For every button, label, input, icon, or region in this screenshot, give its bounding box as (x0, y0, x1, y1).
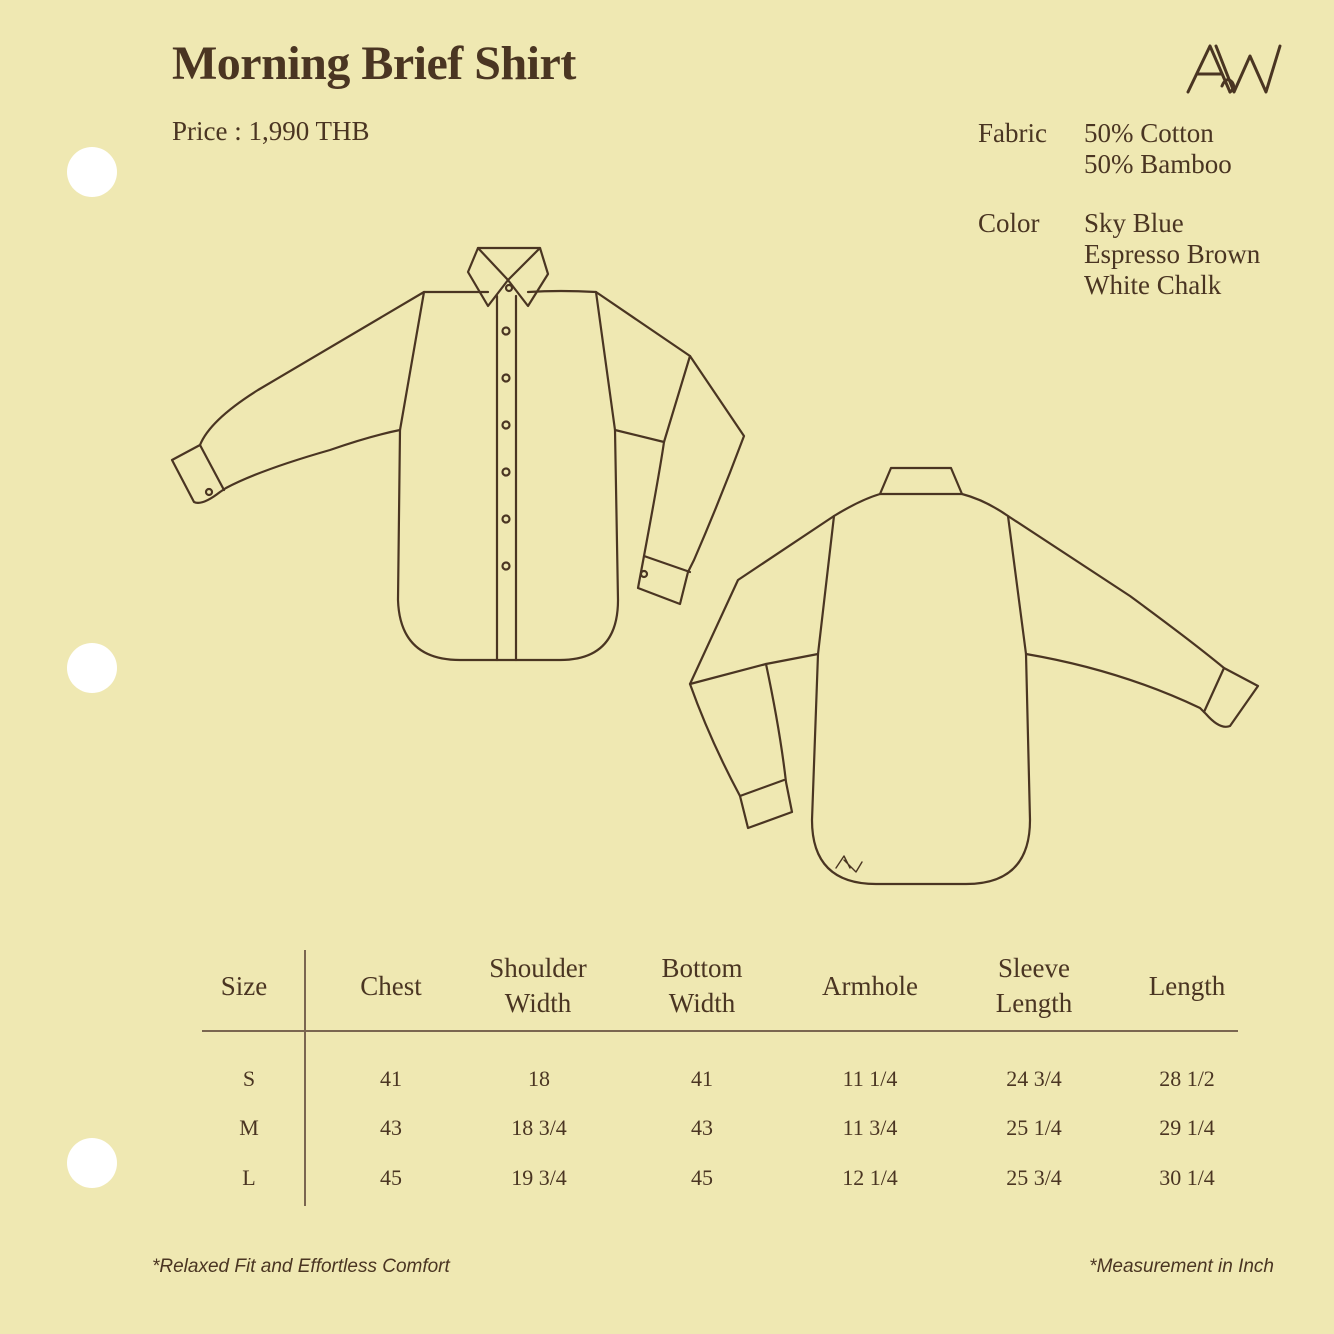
binder-hole (67, 1138, 117, 1188)
header-length: Length (1148, 970, 1226, 1001)
shirt-back-icon (690, 468, 1258, 884)
fabric-value: 50% Bamboo (1084, 149, 1232, 179)
footnote-measurement: *Measurement in Inch (1089, 1256, 1274, 1277)
table-cell: 24 3/4 (1006, 1066, 1062, 1091)
table-cell: 11 3/4 (842, 1115, 898, 1140)
fabric-label: Fabric (978, 118, 1047, 148)
table-cell: S (242, 1066, 256, 1091)
table-cell: 43 (691, 1115, 713, 1140)
table-cell: 43 (380, 1115, 402, 1140)
color-value: White Chalk (1084, 270, 1222, 300)
page-title: Morning Brief Shirt (172, 37, 576, 90)
price-text: Price : 1,990 THB (172, 116, 370, 146)
size-table (202, 950, 1238, 1206)
table-cell: 30 1/4 (1159, 1165, 1215, 1190)
table-cell: L (242, 1165, 256, 1190)
table-cell: 28 1/2 (1159, 1066, 1215, 1091)
table-cell: 18 (528, 1066, 550, 1091)
table-cell: 25 1/4 (1006, 1115, 1062, 1140)
table-cell: 12 1/4 (842, 1165, 898, 1190)
header-sleeve-length: Sleeve Length (995, 953, 1073, 1018)
footnote-fit: *Relaxed Fit and Effortless Comfort (152, 1256, 450, 1277)
table-divider (202, 1030, 1238, 1032)
table-cell: 41 (691, 1066, 713, 1091)
color-label: Color (978, 208, 1040, 238)
table-cell: 45 (691, 1165, 713, 1190)
table-cell: 29 1/4 (1159, 1115, 1215, 1140)
table-cell: 18 3/4 (511, 1115, 567, 1140)
shirt-front-icon (172, 248, 744, 660)
header-shoulder-width: Shoulder Width (489, 953, 587, 1018)
color-value: Espresso Brown (1084, 239, 1261, 269)
table-cell: 11 1/4 (842, 1066, 898, 1091)
table-divider (304, 950, 306, 1206)
table-cell: 41 (380, 1066, 402, 1091)
header-chest: Chest (360, 970, 422, 1001)
color-value: Sky Blue (1084, 208, 1184, 238)
header-size: Size (220, 970, 268, 1001)
table-cell: 45 (380, 1165, 402, 1190)
fabric-value: 50% Cotton (1084, 118, 1214, 148)
table-cell: 25 3/4 (1006, 1165, 1062, 1190)
header-bottom-width: Bottom Width (661, 953, 743, 1018)
header-armhole: Armhole (822, 970, 918, 1001)
table-cell: M (239, 1115, 259, 1140)
table-cell: 19 3/4 (511, 1165, 567, 1190)
